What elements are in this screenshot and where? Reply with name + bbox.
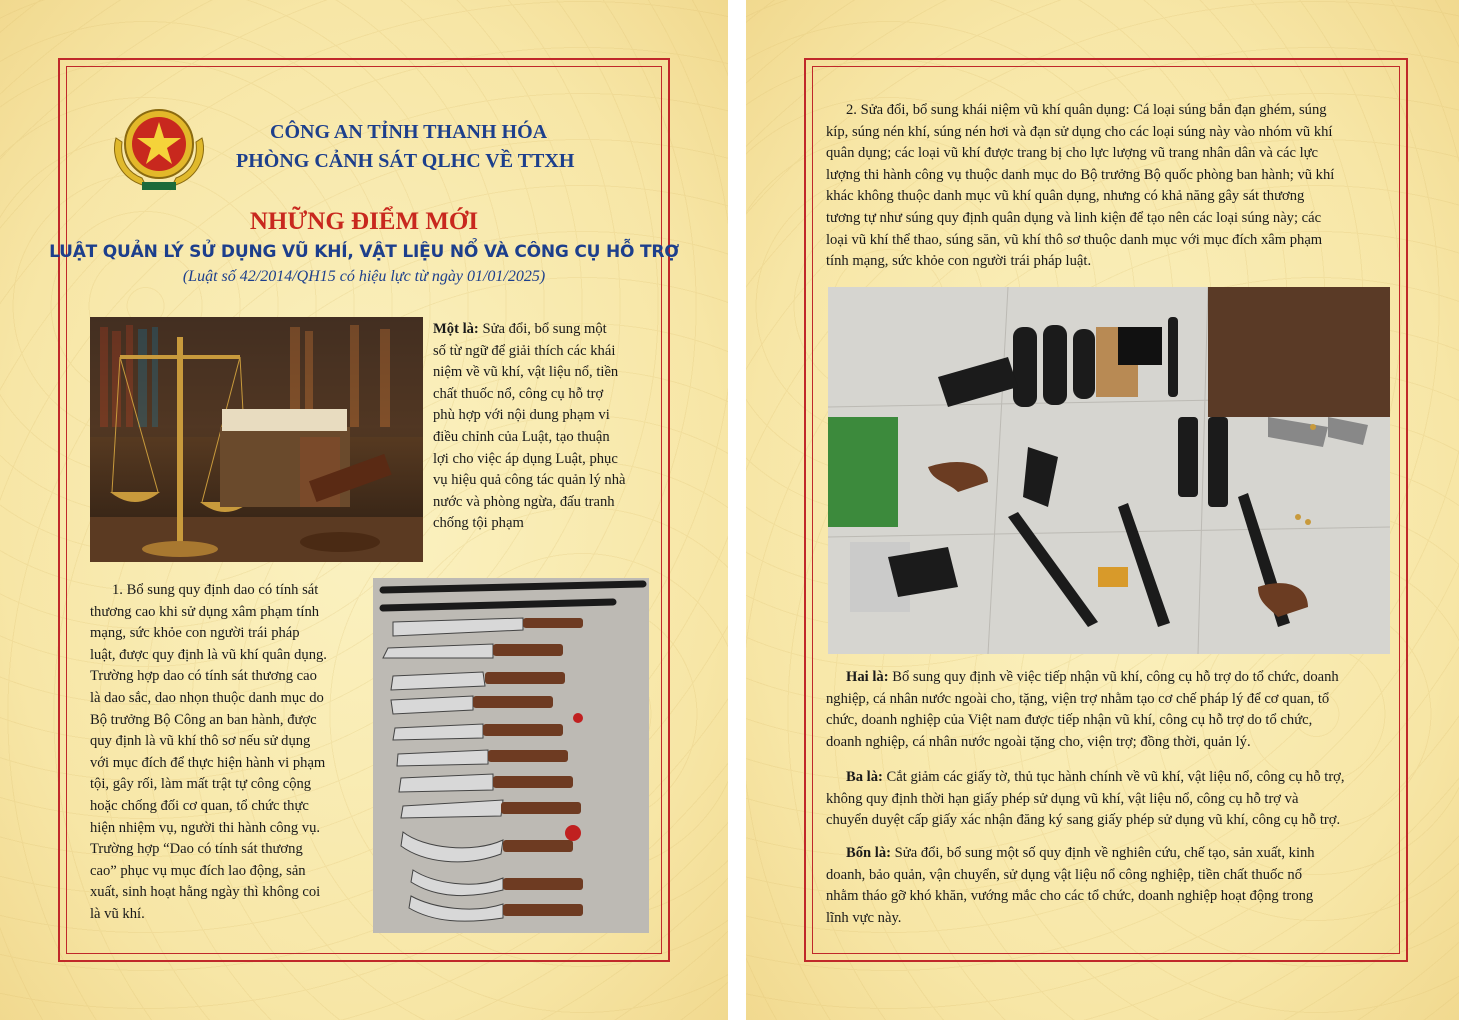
text-line: cao” phục vụ mục đích lao động, sản: [90, 862, 306, 879]
text-line: 2. Sửa đổi, bổ sung khái niệm vũ khí quân dụng: Cá loại súng bắn đạn ghém, súng: [846, 102, 1327, 118]
text-line: hoặc chống đối cơ quan, tổ chức thực: [90, 797, 309, 814]
text-line: số từ ngữ để giải thích các khái: [433, 342, 616, 359]
police-emblem: [102, 98, 216, 194]
text-line: xuất, sinh hoạt hằng ngày thì không coi: [90, 884, 321, 901]
text-line: nghiệp, cá nhân nước ngoài cho, tặng, viện trợ nhằm tạo cơ chế pháp lý để cơ quan, tổ: [826, 690, 1330, 707]
text-line: mạng, sức khỏe con người trái pháp: [90, 625, 300, 642]
mot-la-paragraph: [433, 319, 648, 535]
text-line: tương tự như súng quy định quân dụng và linh kiện để tạo nên các loại súng này; các: [826, 209, 1322, 226]
text-line: Bộ trưởng Bộ Công an ban hành, được: [90, 711, 317, 728]
text-line: với mục đích để thực hiện hành vi phạm: [90, 754, 326, 771]
text-line: lợi cho việc áp dụng Luật, phục: [433, 450, 618, 467]
text-line: thương cao khi sử dụng xâm phạm tính: [90, 603, 320, 620]
left-page: [0, 0, 728, 1020]
text-line: nhằm tháo gỡ khó khăn, vướng mắc cho các tổ chức, doanh nghiệp hoạt động trong: [826, 888, 1314, 905]
text-line: lượng thi hành công vụ thuộc danh mục do Bộ trưởng Bộ quốc phòng ban hành; vũ khí: [826, 166, 1335, 183]
justice-scales-photo: [90, 317, 423, 562]
ba-la-label: Ba là:: [846, 769, 883, 785]
text-line: quy định là vũ khí thô sơ nếu sử dụng: [90, 733, 311, 750]
text-line: kíp, súng nén khí, súng nén hơi và đạn sử dụng cho các loại súng này vào nhóm vũ khí: [826, 123, 1333, 140]
seized-weapons-photo: [828, 287, 1390, 654]
law-note: (Luật số 42/2014/QH15 có hiệu lực từ ngày 01/01/2025): [182, 268, 546, 285]
ba-la-paragraph: [826, 767, 1386, 832]
text-line: doanh, bảo quản, vận chuyển, sử dụng vật liệu nổ công nghiệp, tiền chất thuốc nổ: [826, 866, 1303, 883]
bon-la-paragraph: [826, 843, 1386, 929]
text-line: chống tội phạm: [433, 515, 524, 532]
hai-la-label: Hai là:: [846, 669, 889, 685]
org-name-line2: PHÒNG CẢNH SÁT QLHC VỀ TTXH: [236, 150, 575, 172]
page-title: NHỮNG ĐIỂM MỚI: [249, 208, 479, 235]
knives-photo: [373, 578, 649, 933]
text-line: Trường hợp dao có tính sát thương cao: [90, 668, 317, 685]
text-line: chuyển duyệt cấp giấy xác nhận đăng ký sang giấy phép sử dụng vũ khí, công cụ hỗ trợ.: [826, 812, 1341, 829]
text-line: chất thuốc nổ, công cụ hỗ trợ: [433, 385, 604, 402]
text-line: niệm về vũ khí, vật liệu nổ, tiền: [433, 364, 619, 381]
text-line: loại vũ khí thể thao, súng săn, vũ khí thô sơ thuộc danh mục với mục đích xâm phạm: [826, 231, 1323, 248]
text-line: 1. Bổ sung quy định dao có tính sát: [112, 582, 319, 598]
text-line: nước và phòng ngừa, đấu tranh: [433, 493, 615, 510]
text-line: vụ hiệu quả công tác quản lý nhà: [433, 472, 626, 489]
text-line: không quy định thời hạn giấy phép sử dụng vũ khí, vật liệu nổ, công cụ hỗ trợ và: [826, 790, 1299, 807]
text-line: tính mạng, sức khỏe con người trái pháp luật.: [826, 253, 1092, 270]
text-line: điều chỉnh của Luật, tạo thuận: [433, 428, 610, 445]
text-line: chức, doanh nghiệp của Việt nam được tiếp nhận vũ khí, công cụ hỗ trợ do tổ chức,: [826, 712, 1313, 729]
text-line: Cắt giảm các giấy tờ, thủ tục hành chính về vũ khí, vật liệu nổ, công cụ hỗ trợ,: [886, 769, 1345, 785]
hai-la-paragraph: [826, 667, 1386, 753]
text-line: luật, được quy định là vũ khí quân dụng.: [90, 646, 327, 663]
text-line: doanh nghiệp, cá nhân nước ngoài tặng cho, viện trợ; đồng thời, quản lý.: [826, 733, 1251, 750]
text-line: Bổ sung quy định về việc tiếp nhận vũ khí, công cụ hỗ trợ do tổ chức, doanh: [892, 669, 1339, 685]
text-line: quân dụng; các loại vũ khí được trang bị cho lực lượng vũ trang nhân dân và các lực: [826, 145, 1319, 162]
text-line: Trường hợp “Dao có tính sát thương: [90, 841, 303, 858]
org-name-line1: CÔNG AN TỈNH THANH HÓA: [270, 121, 548, 143]
text-line: tội, gây rối, làm mất trật tự công cộng: [90, 776, 312, 793]
text-line: phù hợp với nội dung phạm vi: [433, 407, 610, 424]
text-line: khác không thuộc danh mục vũ khí quân dụng, nhưng có khả năng gây sát thương: [826, 188, 1305, 205]
text-line: Sửa đổi, bổ sung một số quy định về nghiên cứu, chế tạo, sản xuất, kinh: [894, 845, 1315, 861]
mot-la-label: Một là:: [433, 321, 479, 337]
item-1-paragraph: [90, 580, 352, 926]
text-line: hiện nhiệm vụ, người thi hành công vụ.: [90, 819, 321, 836]
item-2-paragraph: [826, 100, 1386, 273]
page-subtitle: LUẬT QUẢN LÝ SỬ DỤNG VŨ KHÍ, VẬT LIỆU NỔ VÀ CÔNG CỤ HỖ TRỢ: [49, 242, 679, 262]
text-line: Sửa đổi, bổ sung một: [482, 321, 607, 337]
text-line: là dao sắc, dao nhọn thuộc danh mục do: [90, 689, 324, 706]
bon-la-label: Bốn là:: [846, 845, 892, 861]
right-page: [746, 0, 1459, 1020]
text-line: là vũ khí.: [90, 905, 145, 922]
text-line: lĩnh vực này.: [826, 909, 902, 926]
